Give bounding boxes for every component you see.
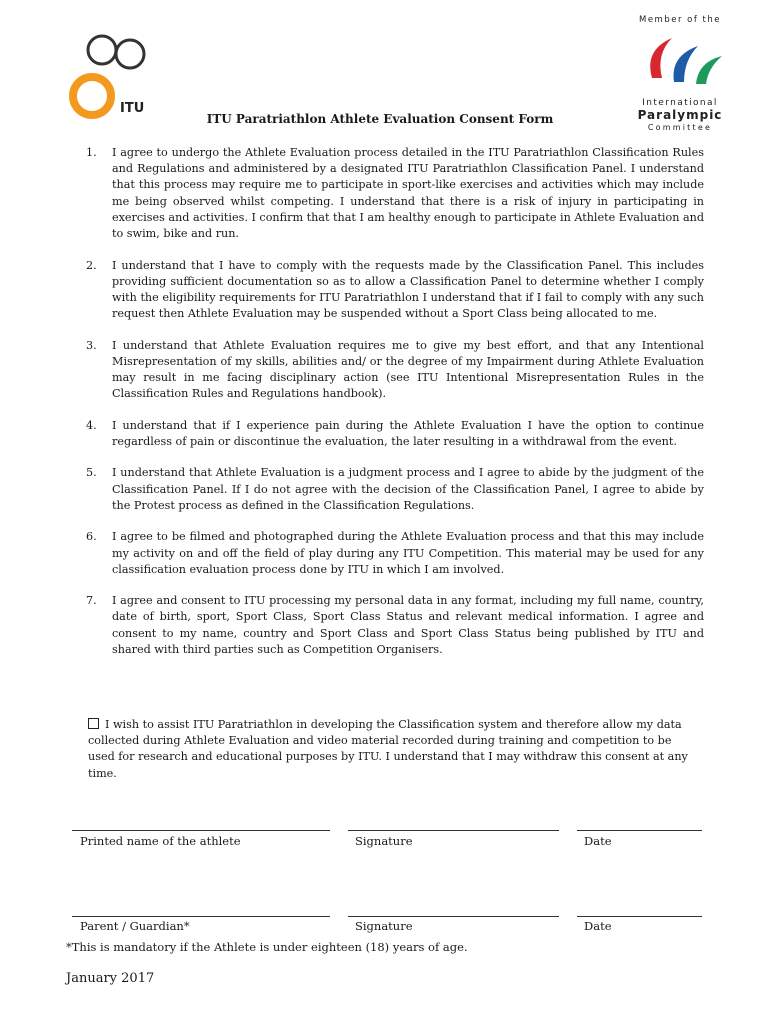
clause-number: 6. <box>86 530 97 544</box>
clause-text: I understand that if I experience pain during the Athlete Evaluation I have the option to continue regardless of pain or discontinue the evaluation, the later resulting in a withdrawal from the event. <box>112 418 704 448</box>
clause-text: I understand that I have to comply with the requests made by the Classification Panel. This includes providing sufficient documentation so as to allow a Classification Panel to determine whether I comply with the eligibility requirements for ITU Paratriathlon I understand that if I fail to comply with any such request then Athlete Evaluation may be suspended without a Sport Class being allocated to me. <box>112 258 704 321</box>
research-consent-text: I wish to assist ITU Paratriathlon in developing the Classification system and therefore allow my data collected during Athlete Evaluation and video material recorded during training and competition to be used for research and educational purposes by ITU. I understand that I may withdraw this consent at any time. <box>88 718 688 780</box>
ipc-member-text: Member of the <box>638 15 721 25</box>
itu-logo-icon <box>60 28 160 128</box>
clause-1 <box>86 145 704 242</box>
research-consent-checkbox[interactable] <box>88 718 99 729</box>
clause-3 <box>86 338 704 403</box>
guardian-date-line[interactable] <box>577 916 702 917</box>
clause-7 <box>86 593 704 658</box>
ipc-name-line1: International <box>642 98 718 108</box>
clause-text: I understand that Athlete Evaluation is a judgment process and I agree to abide by the judgment of the Classification Panel. If I do not agree with the decision of the Classification Panel, I agree to abide by the Protest process as defined in the Classification Regulations. <box>112 466 704 512</box>
clause-number: 2. <box>86 258 97 272</box>
clause-2 <box>86 258 704 323</box>
athlete-name-label: Printed name of the athlete <box>80 834 241 848</box>
guardian-name-label: Parent / Guardian* <box>80 919 190 933</box>
clause-text: I agree and consent to ITU processing my personal data in any format, including my full name, country, date of birth, sport, Sport Class, Sport Class Status and relevant medical information. I agree and consent to my name, country and Sport Class and Sport Class Status being published by ITU and shared with third parties such as Competition Organisers. <box>112 594 704 656</box>
clause-text: I agree to be filmed and photographed during the Athlete Evaluation process and that this may include my activity on and off the field of play during any ITU Competition. This material may be used for any classification evaluation process done by ITU in which I am involved. <box>112 530 704 576</box>
form-title: ITU Paratriathlon Athlete Evaluation Consent Form <box>206 112 554 126</box>
ipc-name-line2: Paralympic <box>637 108 723 122</box>
guardian-date-label: Date <box>584 919 612 933</box>
athlete-name-line[interactable] <box>72 830 330 831</box>
clause-4 <box>86 418 704 450</box>
clause-text: I agree to undergo the Athlete Evaluation process detailed in the ITU Paratriathlon Classification Rules and Regulations and administered by a designated ITU Paratriathlon Classification Panel. I understand that this process may require me to participate in sport-like exercises and activities which may include me being observed whilst competing. I understand that there is a risk of injury in participating in exercises and activities. I confirm that that I am healthy enough to participate in Athlete Evaluation and to swim, bike and run. <box>112 146 705 241</box>
clause-number: 5. <box>86 466 97 480</box>
clause-text: I understand that Athlete Evaluation requires me to give my best effort, and that any Intentional Misrepresentation of my skills, abilities and/ or the degree of my Impairment during Athlete Evaluation may result in me facing disciplinary action (see ITU Intentional Misrepresentation Rules in the Classification Rules and Regulations handbook). <box>112 338 704 401</box>
guardian-name-line[interactable] <box>72 916 330 917</box>
athlete-date-line[interactable] <box>577 830 702 831</box>
ipc-agitos-logo-icon <box>640 30 730 90</box>
clause-number: 4. <box>86 418 97 432</box>
clause-6 <box>86 529 704 578</box>
ipc-name-line3: Committee <box>647 123 713 132</box>
optional-research-consent <box>88 717 688 782</box>
document-date: January 2017 <box>66 971 155 986</box>
athlete-signature-line[interactable] <box>348 830 559 831</box>
clause-number: 3. <box>86 338 97 352</box>
athlete-signature-label: Signature <box>355 834 413 848</box>
guardian-footnote: *This is mandatory if the Athlete is under eighteen (18) years of age. <box>66 940 468 954</box>
athlete-date-label: Date <box>584 834 612 848</box>
clause-number: 1. <box>86 146 97 159</box>
clause-number: 7. <box>86 594 97 608</box>
clause-5 <box>86 465 704 514</box>
itu-logo-label: ITU <box>120 101 145 116</box>
consent-clauses-list <box>86 145 704 673</box>
guardian-signature-line[interactable] <box>348 916 559 917</box>
guardian-signature-label: Signature <box>355 919 413 933</box>
